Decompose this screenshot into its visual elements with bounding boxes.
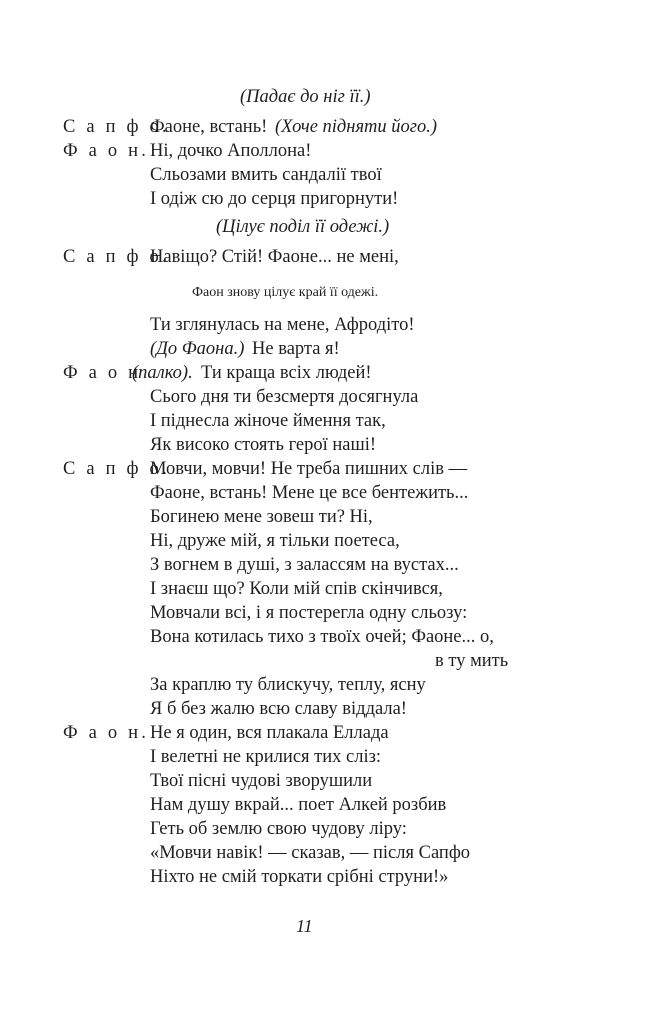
verse-line: Сльозами вмить сандалії твої: [150, 165, 382, 185]
speaker-sappho: С а п ф о.: [63, 247, 170, 267]
stage-direction: (До Фаона.): [150, 339, 245, 359]
verse-line: «Мовчи навік! — сказав, — після Сапфо: [150, 843, 471, 863]
verse-line: Мовчали всі, і я постерегла одну сльозу:: [150, 603, 468, 623]
verse-line: Твої пісні чудові зворушили: [150, 771, 373, 791]
verse-line: Ти краща всіх людей!: [201, 363, 372, 383]
verse-line: Богинею мене зовеш ти? Ні,: [150, 507, 373, 527]
verse-line: Ти зглянулась на мене, Афродіто!: [150, 315, 415, 335]
verse-line: Не я один, вся плакала Еллада: [150, 723, 389, 743]
verse-line: Фаоне, встань! Мене це все бентежить...: [150, 483, 469, 503]
verse-line: З вогнем в душі, з залассям на вустах...: [150, 555, 459, 575]
verse-line: Навіщо? Стій! Фаоне... не мені,: [150, 247, 399, 267]
verse-line-continuation: в ту мить: [435, 651, 509, 671]
verse-line: За краплю ту блискучу, теплу, ясну: [150, 675, 426, 695]
speaker-sappho: С а п ф о.: [63, 117, 170, 137]
page-number: 11: [296, 916, 313, 936]
stage-direction: (Падає до ніг її.): [240, 87, 371, 107]
stage-direction: (Хоче підняти його.): [275, 117, 438, 137]
stage-direction: (Цілує поділ її одежі.): [216, 217, 390, 237]
stage-direction: (палко).: [132, 363, 193, 383]
verse-line: Мовчи, мовчи! Не треба пишних слів —: [150, 459, 468, 479]
verse-line: І велетні не крилися тих сліз:: [150, 747, 382, 767]
speaker-phaon: Ф а о н: [63, 363, 142, 383]
speaker-sappho: С а п ф о.: [63, 459, 170, 479]
verse-line: Не варта я!: [252, 339, 340, 359]
verse-line: І знаєш що? Коли мій спів скінчився,: [150, 579, 443, 599]
verse-line: Фаоне, встань!: [150, 117, 268, 137]
verse-line: Сього дня ти безсмертя досягнула: [150, 387, 419, 407]
verse-line: Ні, дочко Аполлона!: [150, 141, 312, 161]
verse-line: Ні, друже мій, я тільки поетеса,: [150, 531, 400, 551]
verse-line: Нам душу вкрай... поет Алкей розбив: [150, 795, 447, 815]
verse-line: Я б без жалю всю славу віддала!: [150, 699, 407, 719]
verse-line: Вона котилась тихо з твоїх очей; Фаоне... о,: [150, 627, 494, 647]
verse-line: Геть об землю свою чудову ліру:: [150, 819, 407, 839]
verse-line: Ніхто не смій торкати срібні струни!»: [150, 867, 449, 887]
verse-line: І одіж сю до серця пригорнути!: [150, 189, 399, 209]
speaker-phaon: Ф а о н.: [63, 723, 150, 743]
speaker-phaon: Ф а о н.: [63, 141, 150, 161]
verse-line: Як високо стоять герої наші!: [150, 435, 377, 455]
verse-line: І піднесла жіноче ймення так,: [150, 411, 386, 431]
stage-direction-small: Фаон знову цілує край її одежі.: [192, 285, 379, 300]
